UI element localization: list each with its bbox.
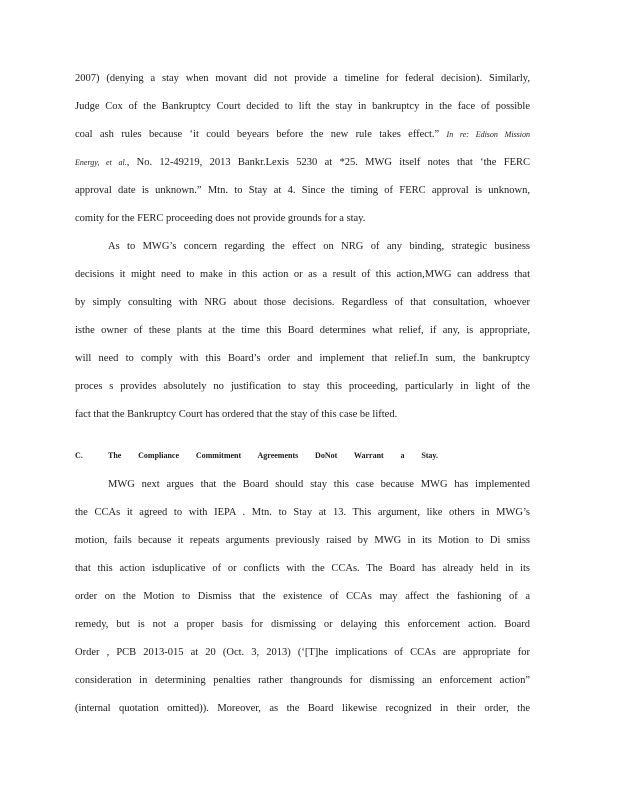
- paragraph-line: order on the Motion to Dismiss that the existence of CCAs may affect the fashioning of a: [75, 591, 530, 602]
- paragraph-line: by simply consulting with NRG about those decisions. Regardless of that consultation, whoever: [75, 297, 530, 308]
- paragraph-line: approval date is unknown.” Mtn. to Stay at 4. Since the timing of FERC approval is unknown,: [75, 185, 530, 196]
- text-segment: , No. 12-49219, 2013 Bankr.Lexis 5230 at *25. MWG itself notes that ‘the FERC: [126, 157, 530, 168]
- paragraph-line: isthe owner of these plants at the time this Board determines what relief, if any, is appropriate,: [75, 325, 530, 336]
- paragraph-line: As to MWG’s concern regarding the effect on NRG of any binding, strategic business: [108, 241, 530, 252]
- case-citation: In re: Edison Mission: [446, 130, 530, 139]
- paragraph-line: the CCAs it agreed to with IEPA . Mtn. to Stay at 13. This argument, like others in MWG’s: [75, 507, 530, 518]
- paragraph-line: fact that the Bankruptcy Court has ordered that the stay of this case be lifted.: [75, 409, 398, 420]
- paragraph-line: MWG next argues that the Board should stay this case because MWG has implemented: [108, 479, 530, 490]
- paragraph-line: comity for the FERC proceeding does not provide grounds for a stay.: [75, 213, 366, 224]
- paragraph-line: proces s provides absolutely no justification to stay this proceeding, particularly in light of the: [75, 381, 530, 392]
- paragraph-line: motion, fails because it repeats arguments previously raised by MWG in its Motion to Di smiss: [75, 535, 530, 546]
- section-heading: The Compliance Commitment Agreements DoNot Warrant a Stay.: [108, 451, 438, 460]
- paragraph-line: 2007) (denying a stay when movant did not provide a timeline for federal decision). Similarly,: [75, 73, 530, 84]
- paragraph-line: Judge Cox of the Bankruptcy Court decided to lift the stay in bankruptcy in the face of possible: [75, 101, 530, 112]
- paragraph-line: decisions it might need to make in this action or as a result of this action,MWG can address that: [75, 269, 530, 280]
- paragraph-line: consideration in determining penalties rather thangrounds for dismissing an enforcement action”: [75, 675, 530, 686]
- case-citation: Energy, et al.: [75, 158, 127, 167]
- paragraph-line: remedy, but is not a proper basis for dismissing or delaying this enforcement action. Board: [75, 619, 530, 630]
- paragraph-line: will need to comply with this Board’s order and implement that relief.In sum, the bankruptcy: [75, 353, 530, 364]
- paragraph-line: that this action isduplicative of or conflicts with the CCAs. The Board has already held in its: [75, 563, 530, 574]
- paragraph-line: (internal quotation omitted)). Moreover, as the Board likewise recognized in their order, the: [75, 703, 530, 714]
- section-letter: C.: [75, 451, 83, 460]
- paragraph-line: [75, 128, 530, 142]
- text-segment: coal ash rules because ‘it could beyears before the new rule takes effect.”: [75, 129, 440, 140]
- paragraph-line: [75, 156, 530, 170]
- paragraph-line: Order , PCB 2013-015 at 20 (Oct. 3, 2013) (‘[T]he implications of CCAs are appropriate for: [75, 647, 530, 658]
